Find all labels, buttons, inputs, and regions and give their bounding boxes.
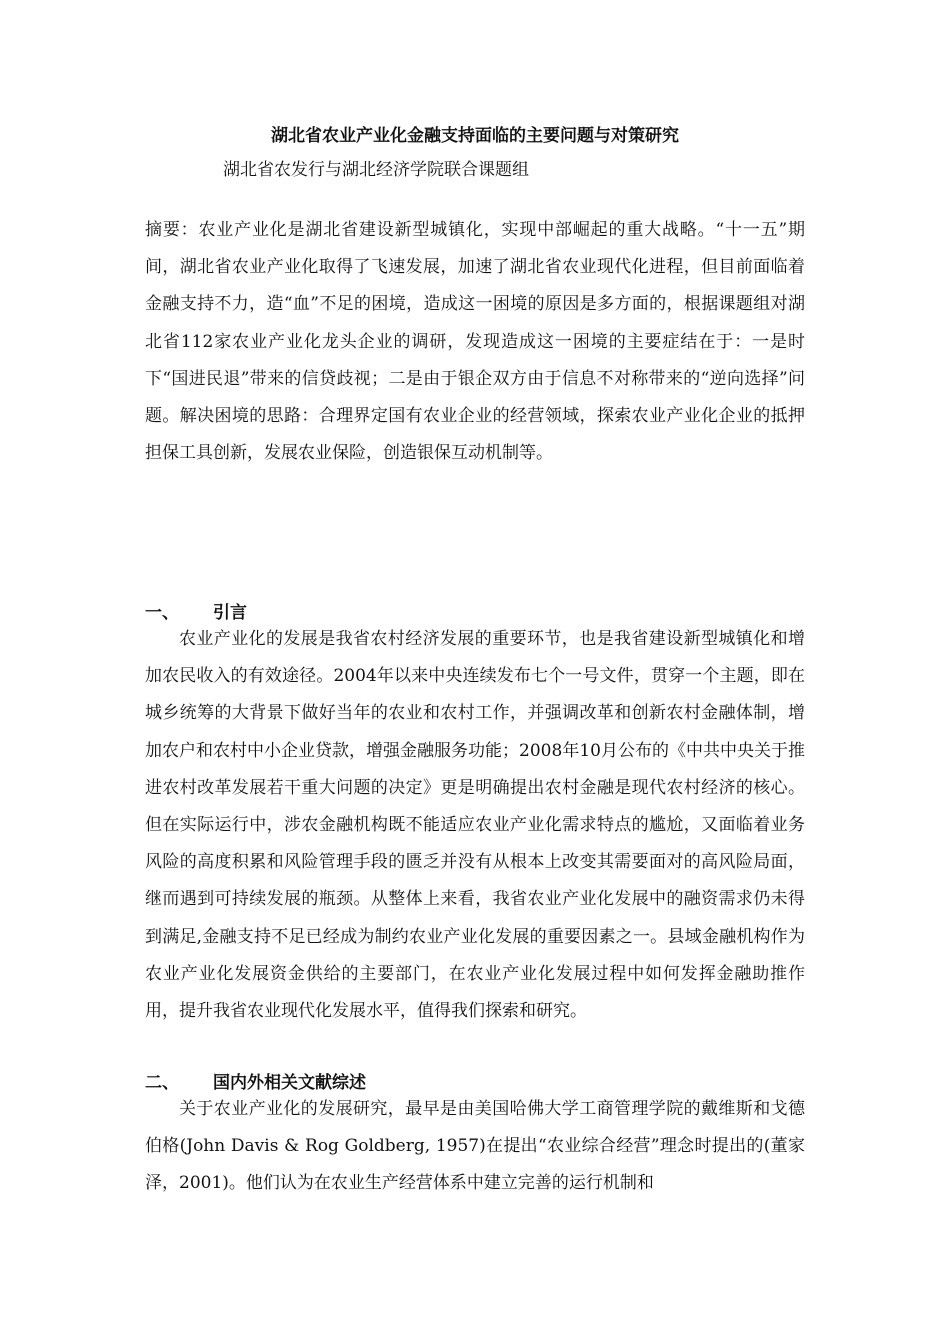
abstract-paragraph: 摘要：农业产业化是湖北省建设新型城镇化，实现中部崛起的重大战略。“十一五”期间，湖北省农业产业化取得了飞速发展，加速了湖北省农业现代化进程，但目前面临着金融支持不力，造“血”不足的困境，造成这一困境的原因是多方面的，根据课题组对湖北省112家农业产业化龙头企业的调研，发现造成这一困境的主要症结在于：一是时下“国进民退”带来的信贷歧视；二是由于银企双方由于信息不对称带来的“逆向选择”问题。解决困境的思路：合理界定国有农业企业的经营领域，探索农业产业化企业的抵押担保工具创新，发展农业保险，创造银保互动机制等。 <box>145 220 805 464</box>
document-author: 湖北省农发行与湖北经济学院联合课题组 <box>223 160 529 180</box>
section-body-introduction: 农业产业化的发展是我省农村经济发展的重要环节，也是我省建设新型城镇化和增加农民收入的有效途径。2004年以来中央连续发布七个一号文件，贯穿一个主题，即在城乡统筹的大背景下做好当年的农业和农村工作，并强调改革和创新农村金融体制，增加农户和农村中小企业贷款，增强金融服务功能；2008年10月公布的《中共中央关于推进农村改革发展若干重大问题的决定》更是明确提出农村金融是现代农村经济的核心。但在实际运行中，涉农金融机构既不能适应农业产业化需求特点的尴尬，又面临着业务风险的高度积累和风险管理手段的匮乏并没有从根本上改变其需要面对的高风险局面，继而遇到可持续发展的瓶颈。从整体上来看，我省农业产业化发展中的融资需求仍未得到满足,金融支持不足已经成为制约农业产业化发展的重要因素之一。县域金融机构作为农业产业化发展资金供给的主要部门，在农业产业化发展过程中如何发挥金融助推作用，提升我省农业现代化发展水平，值得我们探索和研究。 <box>145 629 805 1022</box>
document-title: 湖北省农业产业化金融支持面临的主要问题与对策研究 <box>271 126 679 146</box>
section-body-literature-review: 关于农业产业化的发展研究，最早是由美国哈佛大学工商管理学院的戴维斯和戈德伯格(John Davis & Rog Goldberg, 1957)在提出“农业综合经营”理念时提出的(董家泽，2001)。他们认为在农业生产经营体系中建立完善的运行机制和 <box>145 1099 805 1194</box>
section-heading-text: 国内外相关文献综述 <box>213 1073 366 1093</box>
section-number: 一、 <box>145 603 179 623</box>
section-number: 二、 <box>145 1073 179 1093</box>
section-heading-text: 引言 <box>213 603 247 623</box>
